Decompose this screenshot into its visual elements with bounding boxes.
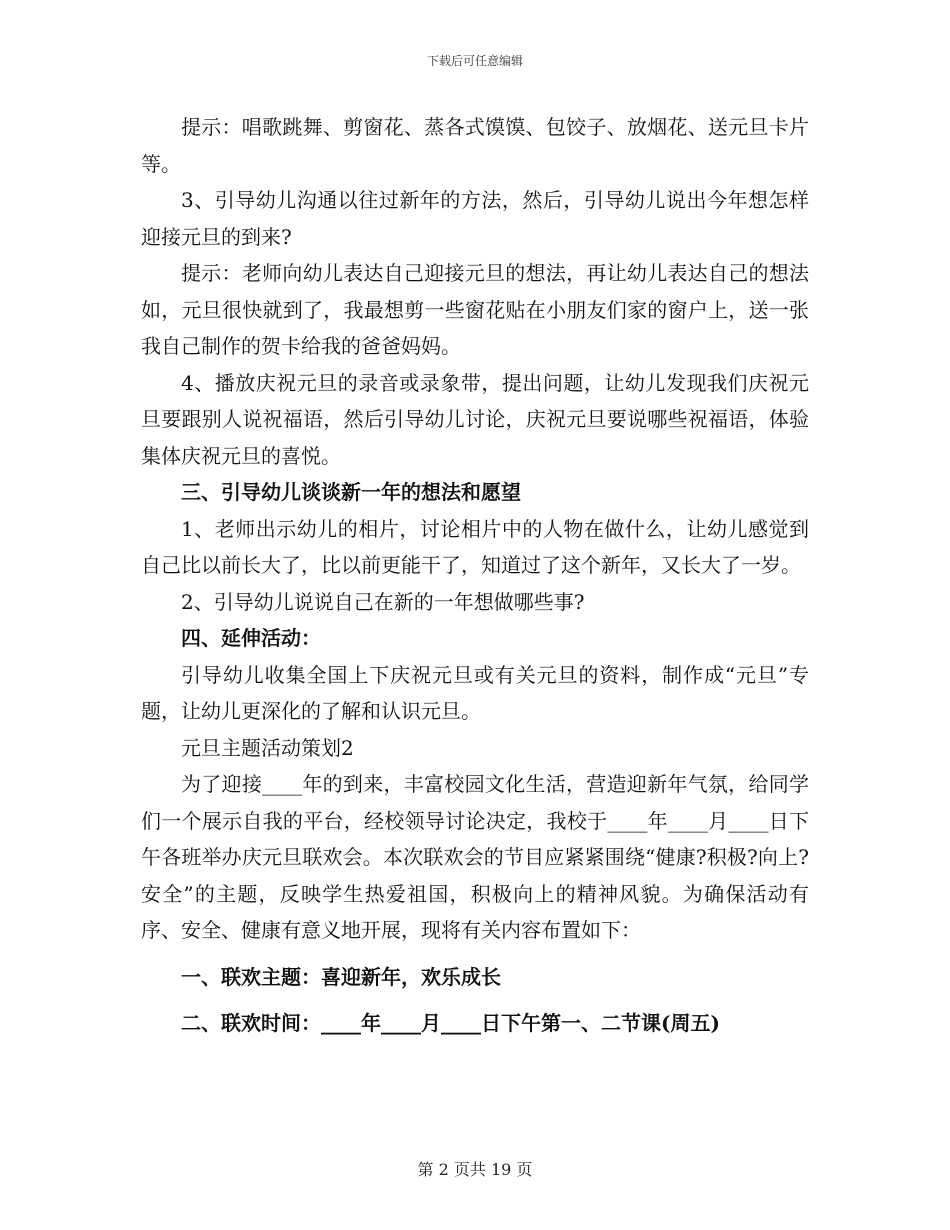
document-body: [141, 109, 809, 1042]
paragraph-intro: 为了迎接____年的到来，丰富校园文化生活，营造迎新年气氛，给同学们一个展示自我的平台，经校领导讨论决定，我校于____年____月____日下午各班举办庆元旦联欢会。本次联欢会的节目应紧紧围绕“健康?积极?向上?安全”的主题，反映学生热爱祖国，积极向上的精神风貌。为确保活动有序、安全、健康有意义地开展，现将有关内容布置如下：: [141, 772, 809, 942]
paragraph-step-4: 4、播放庆祝元旦的录音或录象带，提出问题，让幼儿发现我们庆祝元旦要跟别人说祝福语，然后引导幼儿讨论，庆祝元旦要说哪些祝福语，体验集体庆祝元旦的喜悦。: [141, 370, 809, 468]
paragraph-item-1: 1、老师出示幼儿的相片，讨论相片中的人物在做什么，让幼儿感觉到自己比以前长大了，比以前更能干了，知道过了这个新年，又长大了一岁。: [141, 516, 809, 577]
heading-theme: 一、联欢主题：喜迎新年，欢乐成长: [181, 964, 501, 989]
heading-section-4: 四、延伸活动：: [181, 626, 321, 650]
paragraph-hint-teacher: 提示：老师向幼儿表达自己迎接元旦的想法，再让幼儿表达自己的想法如，元旦很快就到了，我最想剪一些窗花贴在小朋友们家的窗户上，送一张我自己制作的贺卡给我的爸爸妈妈。: [141, 261, 809, 358]
page-header: 下载后可任意编辑: [426, 54, 523, 68]
heading-section-3: 三、引导幼儿谈谈新一年的想法和愿望: [181, 480, 521, 504]
paragraph-extension: 引导幼儿收集全国上下庆祝元旦或有关元旦的资料，制作成“元旦”专题，让幼儿更深化的了解和认识元旦。: [141, 662, 809, 723]
page-footer: 第 2 页共 19 页: [417, 1160, 533, 1179]
paragraph-hint-activities: 提示：唱歌跳舞、剪窗花、蒸各式馍馍、包饺子、放烟花、送元旦卡片等。: [141, 115, 809, 176]
heading-time: 二、联欢时间：____年____月____日下午第一、二节课(周五): [181, 1011, 720, 1035]
paragraph-item-2: 2、引导幼儿说说自己在新的一年想做哪些事?: [181, 589, 585, 614]
plan-title: 元旦主题活动策划2: [181, 735, 354, 760]
paragraph-step-3: 3、引导幼儿沟通以往过新年的方法，然后，引导幼儿说出今年想怎样迎接元旦的到来?: [141, 188, 809, 249]
